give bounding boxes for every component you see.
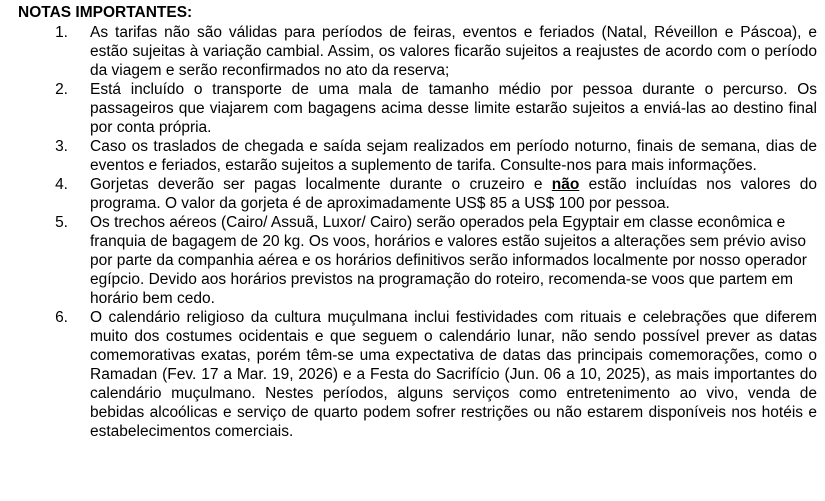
note-item-2 <box>18 80 817 137</box>
note-item-1 <box>18 23 817 80</box>
note-number: 6. <box>55 309 68 326</box>
note-text-after: estão incluídas nos valores do programa. O valor da gorjeta é de aproximadamente US$ 85 a US$ 100 por pessoa. <box>90 176 817 212</box>
note-number: 5. <box>55 214 68 231</box>
note-number: 3. <box>55 138 68 155</box>
notes-list <box>18 23 817 441</box>
notes-heading: NOTAS IMPORTANTES: <box>18 4 193 21</box>
note-text <box>90 175 817 213</box>
note-item-5 <box>18 213 817 308</box>
emphasis-nao: não <box>551 176 580 193</box>
note-text: Os trechos aéreos (Cairo/ Assuã, Luxor/ Cairo) serão operados pela Egyptair em classe econômica e franquia de bagagem de 20 kg. Os voos, horários e valores estão sujeitos a alterações sem prévio aviso por parte da companhia aérea e os horários definitivos serão informados localmente por nosso operador egípcio. Devido aos horários previstos na programação do roteiro, recomenda-se voos que partem em horário bem cedo. <box>90 214 807 307</box>
note-text-before: Gorjetas deverão ser pagas localmente durante o cruzeiro e <box>90 176 552 193</box>
note-item-6 <box>18 308 817 441</box>
note-text: O calendário religioso da cultura muçulmana inclui festividades com rituais e celebrações que diferem muito dos costumes ocidentais e que seguem o calendário lunar, não sendo possível prever as datas comemorativas exatas, porém têm-se uma expectativa de datas das principais comemorações, como o Ramadan (Fev. 17 a Mar. 19, 2026) e a Festa do Sacrifício (Jun. 06 a 10, 2025), as mais importantes do calendário muçulmano. Nestes períodos, alguns serviços como entretenimento ao vivo, venda de bebidas alcoólicas e serviço de quarto podem sofrer restrições ou não estarem disponíveis nos hotéis e estabelecimentos comerciais. <box>90 309 817 440</box>
note-text: Caso os traslados de chegada e saída sejam realizados em período noturno, finais de semana, dias de eventos e feriados, estarão sujeitos a suplemento de tarifa. Consulte-nos para mais informações. <box>90 138 817 174</box>
note-text: As tarifas não são válidas para períodos de feiras, eventos e feriados (Natal, Réveillon e Páscoa), e estão sujeitas à variação cambial. Assim, os valores ficarão sujeitos a reajustes de acordo com o período da viagem e serão reconfirmados no ato da reserva; <box>90 24 817 79</box>
note-number: 2. <box>55 81 68 98</box>
note-number: 1. <box>55 24 68 41</box>
note-item-3 <box>18 137 817 175</box>
note-number: 4. <box>55 176 68 193</box>
note-text: Está incluído o transporte de uma mala de tamanho médio por pessoa durante o percurso. Os passageiros que viajarem com bagagens acima desse limite estarão sujeitos a enviá-las ao destino final por conta própria. <box>90 81 817 136</box>
note-item-4 <box>18 175 817 213</box>
